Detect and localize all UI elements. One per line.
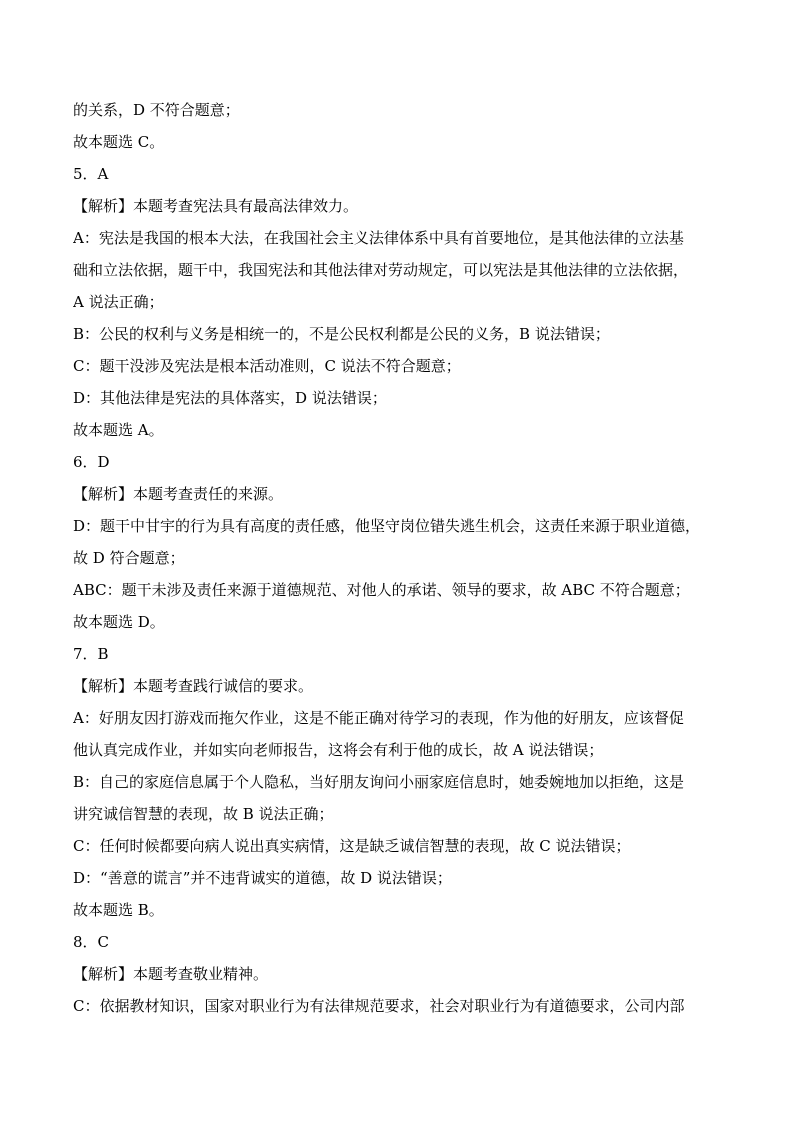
text-line: D：其他法律是宪法的具体落实，D 说法错误； [73,389,387,407]
question-number: 5．A [73,165,109,183]
text-line: 故本题选 B。 [73,901,164,919]
question-number: 6．D [73,453,110,471]
text-line: ABC：题干未涉及责任来源于道德规范、对他人的承诺、领导的要求，故 ABC 不符合题意； [73,581,690,599]
text-line: 故 D 符合题意； [73,549,185,567]
text-line: 故本题选 D。 [73,613,165,631]
text-line: B：自己的家庭信息属于个人隐私，当好朋友询问小丽家庭信息时，她委婉地加以拒绝，这是 [73,773,685,791]
text-line: A：宪法是我国的根本大法，在我国社会主义法律体系中具有首要地位，是其他法律的立法基 [73,229,684,247]
text-line: 故本题选 A。 [73,421,164,439]
text-line: D：题干中甘宇的行为具有高度的责任感，他坚守岗位错失逃生机会，这责任来源于职业道德， [73,517,701,535]
text-line: A：好朋友因打游戏而拖欠作业，这是不能正确对待学习的表现，作为他的好朋友，应该督促 [73,709,684,727]
text-line: 他认真完成作业，并如实向老师报告，这将会有利于他的成长，故 A 说法错误； [73,741,604,759]
analysis-heading: 【解析】本题考查敬业精神。 [73,965,269,983]
text-line: 故本题选 C。 [73,133,165,151]
question-number: 8．C [73,933,110,951]
analysis-heading: 【解析】本题考查践行诚信的要求。 [73,677,314,695]
text-line: B：公民的权利与义务是相统一的，不是公民权利都是公民的义务，B 说法错误； [73,325,610,343]
text-line: C：任何时候都要向病人说出真实病情，这是缺乏诚信智慧的表现，故 C 说法错误； [73,837,631,855]
text-line: 讲究诚信智慧的表现，故 B 说法正确； [73,805,334,823]
text-line: A 说法正确； [73,293,164,311]
text-line: 础和立法依据，题干中，我国宪法和其他法律对劳动规定，可以宪法是其他法律的立法依据， [73,261,689,279]
analysis-heading: 【解析】本题考查责任的来源。 [73,485,284,503]
question-number: 7．B [73,645,109,663]
text-line: D：“善意的谎言”并不违背诚实的道德，故 D 说法错误； [73,869,452,887]
text-line: C：题干没涉及宪法是根本活动准则，C 说法不符合题意； [73,357,461,375]
analysis-heading: 【解析】本题考查宪法具有最高法律效力。 [73,197,359,215]
text-line: 的关系，D 不符合题意； [73,101,240,119]
text-line: C：依据教材知识，国家对职业行为有法律规范要求，社会对职业行为有道德要求，公司内部 [73,997,685,1015]
